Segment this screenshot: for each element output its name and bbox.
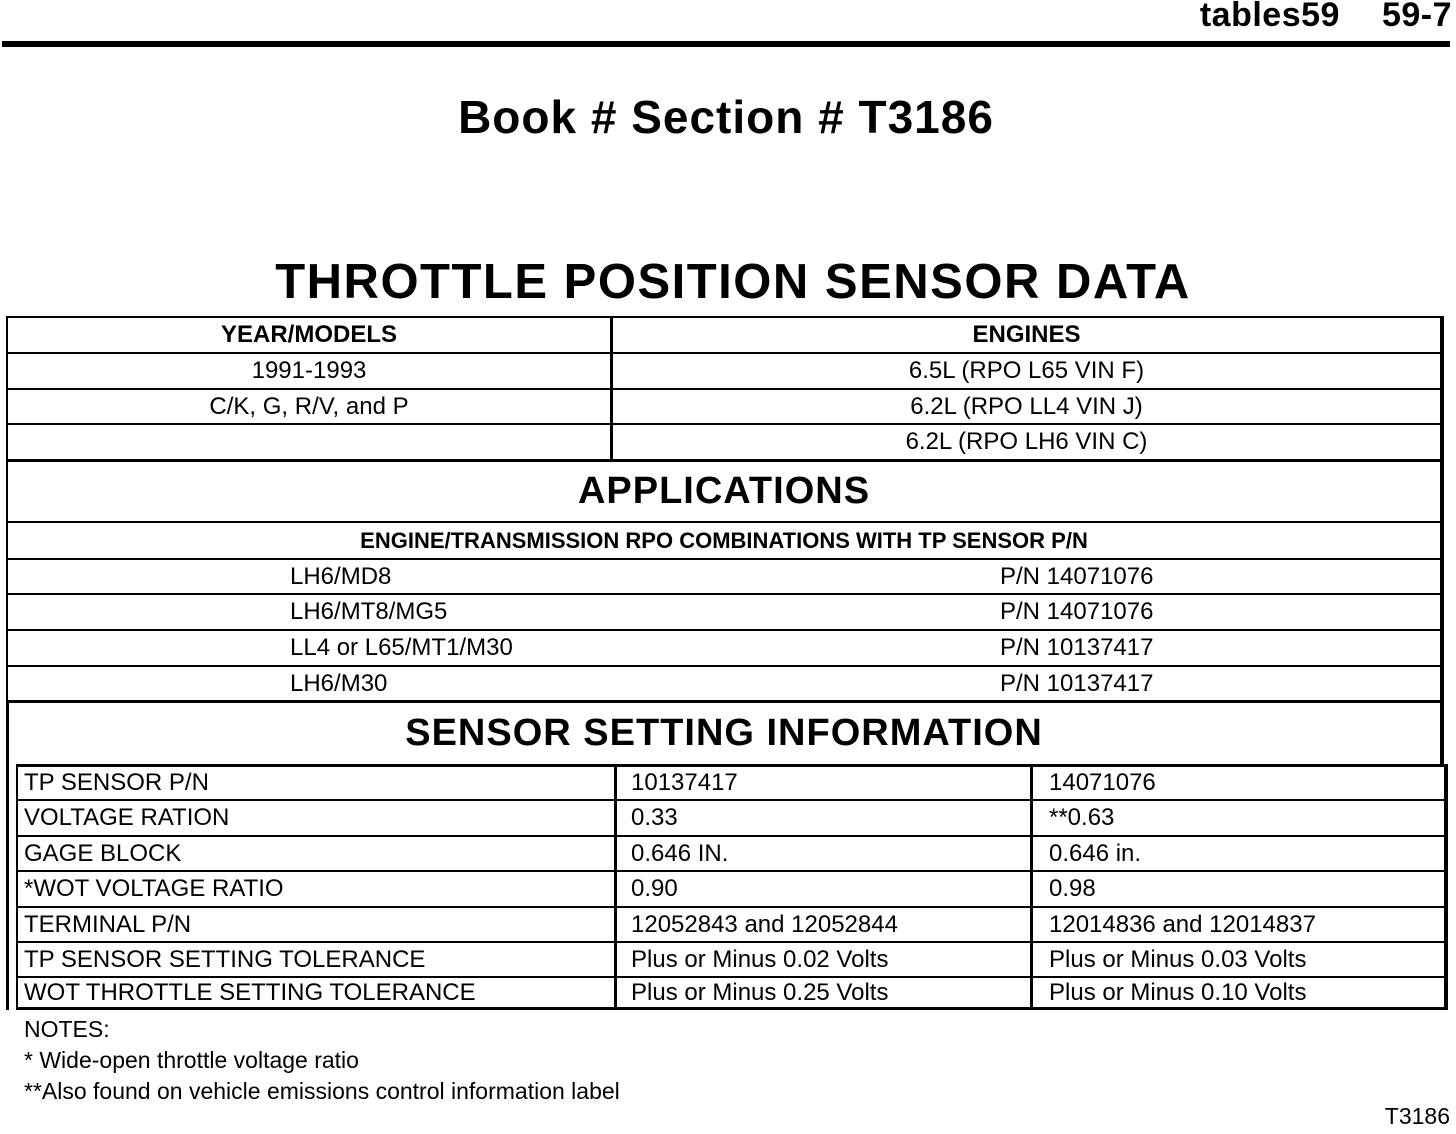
table-row — [6, 388, 1444, 423]
setting-value-14071076: 0.646 in. — [1030, 837, 1444, 870]
main-title: THROTTLE POSITION SENSOR DATA — [275, 255, 1191, 309]
combination-cell: LH6/M30 — [290, 669, 388, 697]
table-row — [6, 423, 1444, 459]
table-row — [6, 558, 1444, 593]
table-row — [16, 906, 1448, 941]
combination-cell: LH6/MD8 — [290, 562, 392, 590]
setting-value-14071076: Plus or Minus 0.10 Volts — [1030, 978, 1444, 1007]
notes-label: NOTES: — [24, 1016, 110, 1042]
year-models-cell — [8, 425, 610, 459]
setting-value-14071076: 0.98 — [1030, 872, 1444, 906]
table-row — [16, 870, 1448, 906]
note-item: **Also found on vehicle emissions control information label — [24, 1078, 620, 1104]
table-row — [6, 665, 1444, 700]
setting-value-10137417: 0.90 — [614, 872, 1030, 906]
setting-value-10137417: Plus or Minus 0.25 Volts — [614, 978, 1030, 1007]
setting-label: *WOT VOLTAGE RATIO — [24, 875, 284, 902]
setting-label: WOT THROTTLE SETTING TOLERANCE — [24, 978, 476, 1006]
section-label: tables59 — [1199, 0, 1340, 34]
sensor-setting-title: SENSOR SETTING INFORMATION — [405, 712, 1043, 754]
table-row — [16, 941, 1448, 976]
footer-code: T3186 — [1384, 1103, 1450, 1129]
sensor-setting-title-row — [6, 700, 1444, 764]
header-engines: ENGINES — [610, 318, 1440, 352]
setting-label: TP SENSOR SETTING TOLERANCE — [24, 945, 426, 973]
table-left-border — [6, 700, 9, 1010]
setting-value-10137417: 0.33 — [614, 801, 1030, 835]
setting-value-14071076: Plus or Minus 0.03 Volts — [1030, 943, 1444, 976]
table-bottom-border — [16, 1007, 1448, 1010]
table-row — [6, 629, 1444, 665]
table-row — [6, 352, 1444, 388]
applications-title: APPLICATIONS — [577, 470, 871, 512]
table-row — [16, 764, 1448, 799]
combination-cell: LL4 or L65/MT1/M30 — [290, 634, 513, 661]
year-models-header-row — [6, 316, 1444, 352]
note-item: * Wide-open throttle voltage ratio — [24, 1047, 359, 1073]
part-number-cell: P/N 10137417 — [1000, 634, 1154, 661]
page-header-reference — [1200, 0, 1452, 35]
setting-value-10137417: 10137417 — [614, 767, 1030, 799]
setting-value-10137417: 12052843 and 12052844 — [614, 908, 1030, 941]
table-row — [16, 976, 1448, 1007]
engine-cell: 6.5L (RPO L65 VIN F) — [610, 354, 1440, 388]
setting-label: VOLTAGE RATION — [24, 804, 230, 831]
setting-label: TP SENSOR P/N — [24, 769, 209, 796]
table-row — [16, 799, 1448, 835]
engine-cell: 6.2L (RPO LH6 VIN C) — [610, 425, 1440, 459]
setting-value-14071076: 12014836 and 12014837 — [1030, 908, 1444, 941]
notes — [24, 1014, 620, 1107]
book-title: Book # Section # T3186 — [458, 91, 994, 143]
setting-value-10137417: 0.646 IN. — [614, 837, 1030, 870]
page-number: 59-7 — [1381, 0, 1452, 34]
part-number-cell: P/N 10137417 — [1000, 669, 1154, 697]
part-number-cell: P/N 14071076 — [1000, 598, 1154, 625]
setting-label: TERMINAL P/N — [24, 910, 192, 938]
setting-value-14071076: 14071076 — [1030, 767, 1444, 799]
engine-cell: 6.2L (RPO LL4 VIN J) — [610, 390, 1440, 423]
part-number-cell: P/N 14071076 — [1000, 562, 1154, 590]
year-models-cell: 1991-1993 — [251, 357, 367, 384]
applications-subtitle: ENGINE/TRANSMISSION RPO COMBINATIONS WITH TP SENSOR P/N — [360, 527, 1088, 553]
combination-cell: LH6/MT8/MG5 — [290, 598, 448, 625]
applications-title-row — [6, 459, 1444, 521]
header-rule — [2, 41, 1450, 47]
setting-label: GAGE BLOCK — [24, 839, 182, 867]
setting-value-10137417: Plus or Minus 0.02 Volts — [614, 943, 1030, 976]
table-row — [6, 593, 1444, 629]
header-year-models: YEAR/MODELS — [220, 321, 397, 348]
setting-value-14071076: **0.63 — [1030, 801, 1444, 835]
applications-subtitle-row — [6, 521, 1444, 558]
year-models-cell: C/K, G, R/V, and P — [209, 392, 409, 420]
table-row — [16, 835, 1448, 870]
